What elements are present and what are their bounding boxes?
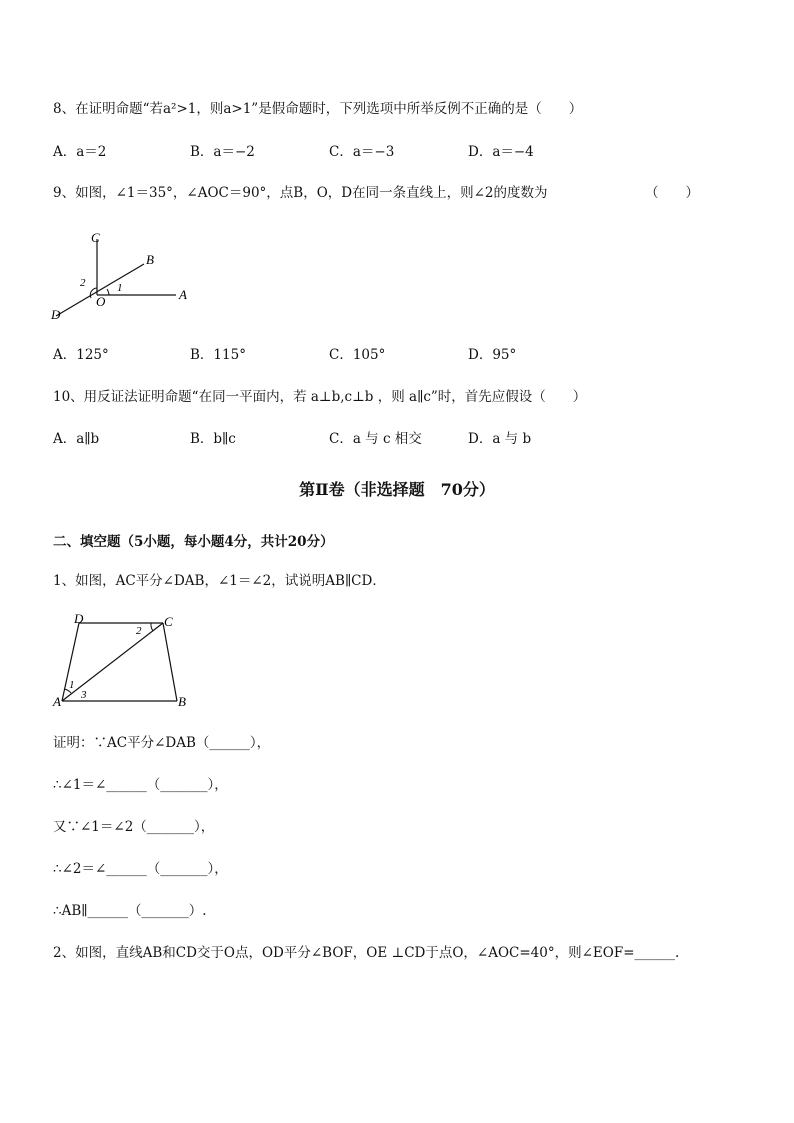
- label-angle-1: 1: [117, 282, 123, 294]
- q10-option-d: D．a 与 b: [468, 431, 532, 447]
- q9-option-c: C．105°: [329, 347, 386, 363]
- q9-stem: 9、如图，∠1＝35°，∠AOC＝90°，点B，O，D在同一条直线上，则∠2的度数为: [53, 185, 548, 201]
- proof-line-4: ∴∠2＝∠______（_______），: [53, 861, 228, 877]
- angle-arc-2: [151, 623, 153, 631]
- angle-arc-1: [107, 289, 109, 295]
- label-angle-2: 2: [80, 277, 86, 289]
- label-angle-2: 2: [136, 625, 142, 637]
- proof-line-3: 又∵∠1＝∠2（_______），: [53, 819, 215, 835]
- segment-cb: [163, 623, 177, 701]
- q9-figure: [48, 226, 198, 321]
- label-d: D: [74, 612, 84, 626]
- q10-option-b: B．b∥c: [190, 431, 236, 447]
- fill1-figure: [48, 612, 193, 712]
- label-b: B: [146, 252, 154, 267]
- label-a: A: [179, 287, 187, 302]
- q9-option-b: B．115°: [190, 347, 246, 363]
- q8-stem: 8、在证明命题“若a²>1，则a>1”是假命题时，下列选项中所举反例不正确的是（ ）: [53, 101, 583, 117]
- label-angle-3: 3: [81, 689, 87, 701]
- q9-paren: （ ）: [645, 185, 699, 201]
- q8-option-d: D．a＝−4: [468, 144, 534, 160]
- q10-option-a: A．a∥b: [53, 431, 100, 447]
- fill1-stem: 1、如图，AC平分∠DAB，∠1＝∠2，试说明AB∥CD．: [53, 573, 386, 589]
- label-a: A: [53, 694, 61, 709]
- label-o: O: [96, 294, 106, 309]
- label-b: B: [178, 694, 186, 709]
- q10-option-c: C．a 与 c 相交: [329, 431, 422, 447]
- label-angle-1: 1: [69, 679, 75, 691]
- label-c: C: [164, 614, 173, 629]
- q10-stem: 10、用反证法证明命题“在同一平面内，若 a⊥b,c⊥b ，则 a∥c”时，首先应假设（ ）: [53, 389, 587, 405]
- proof-line-1: 证明：∵AC平分∠DAB（______），: [53, 735, 271, 751]
- q9-option-a: A．125°: [53, 347, 109, 363]
- q9-option-d: D．95°: [468, 347, 517, 363]
- q8-option-c: C．a＝−3: [329, 144, 395, 160]
- proof-line-5: ∴AB∥______（_______）.: [53, 903, 207, 919]
- q8-option-b: B．a＝−2: [190, 144, 255, 160]
- proof-line-2: ∴∠1＝∠______（_______），: [53, 777, 228, 793]
- part2-title: 第Ⅱ卷（非选择题 70分）: [299, 480, 495, 499]
- fill2-stem: 2、如图，直线AB和CD交于O点，OD平分∠BOF，OE ⊥CD于点O，∠AOC=40°，则∠EOF=______.: [53, 945, 680, 961]
- label-d: D: [51, 307, 61, 321]
- label-c: C: [91, 230, 100, 245]
- diagonal-ac: [62, 623, 163, 701]
- section-heading: 二、填空题（5小题，每小题4分，共计20分）: [53, 534, 334, 550]
- q8-option-a: A．a＝2: [53, 144, 107, 160]
